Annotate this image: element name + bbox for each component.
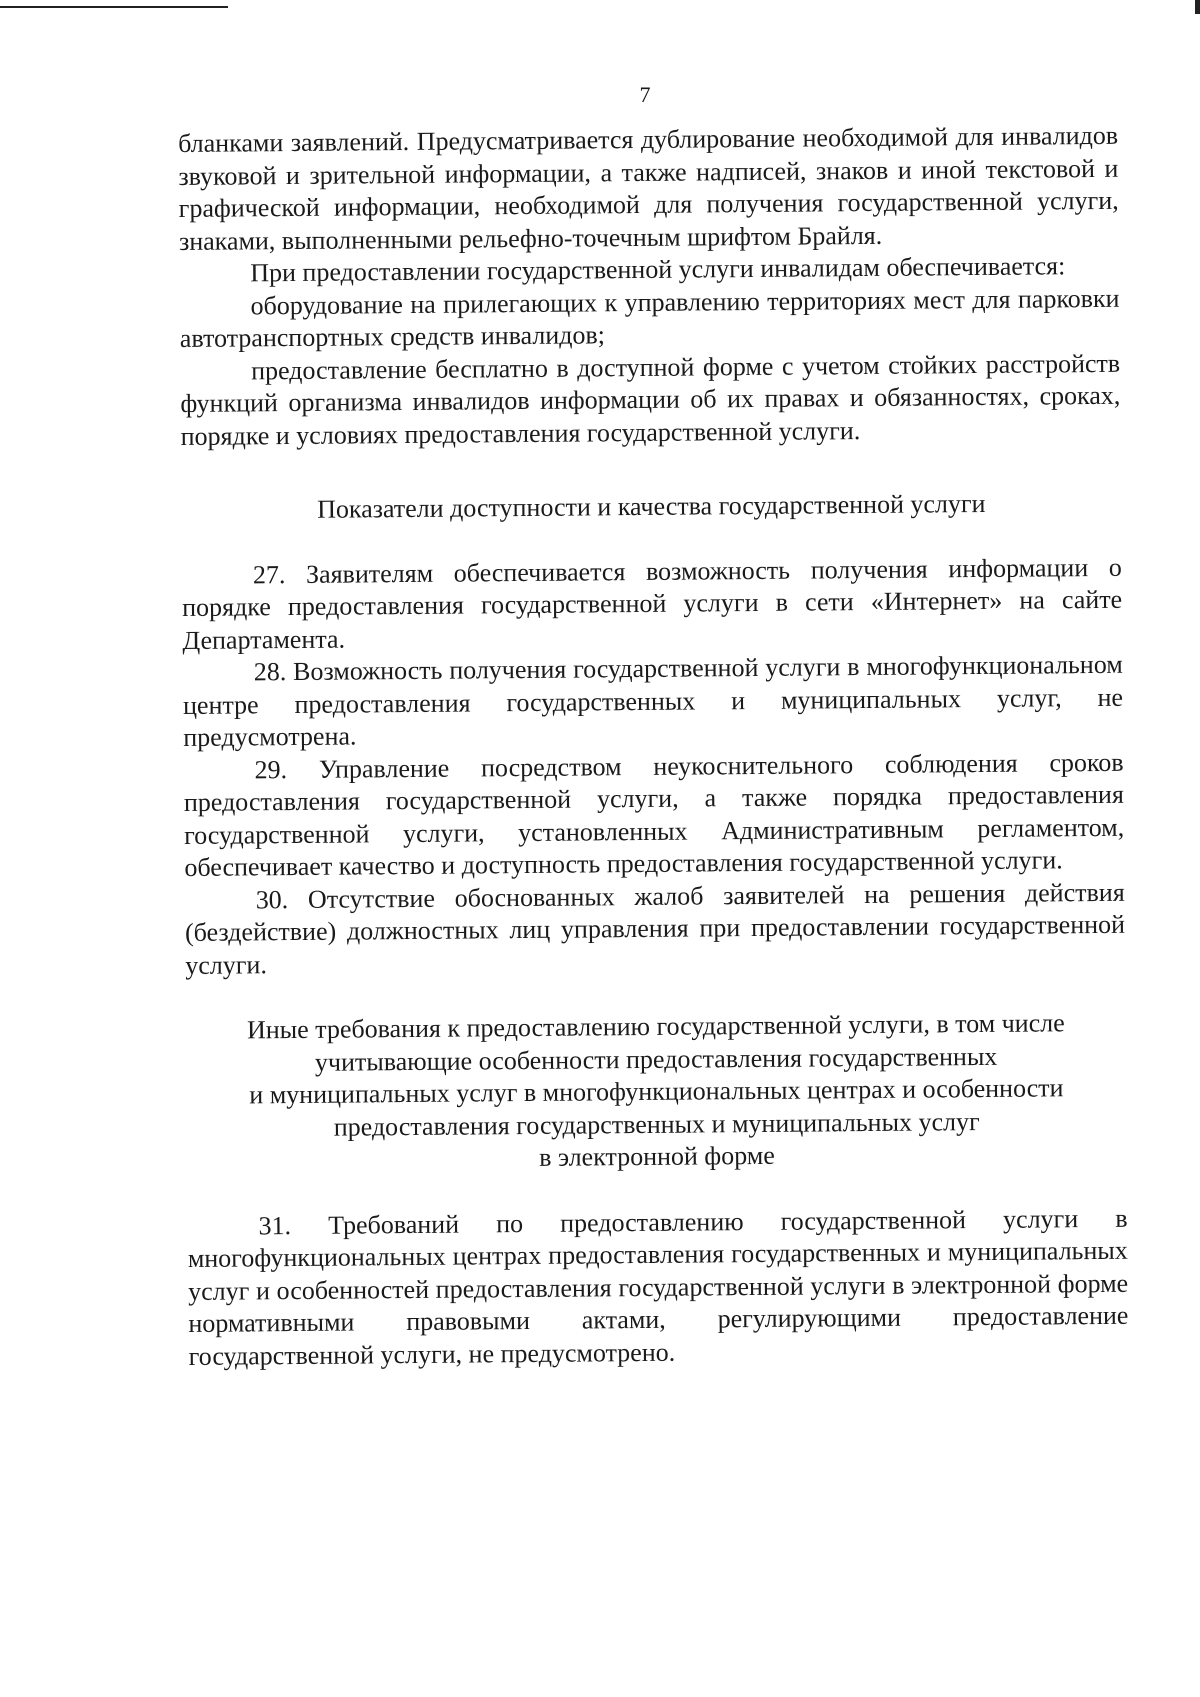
scan-artifact-mark — [1195, 0, 1200, 14]
scan-artifact-line — [0, 6, 228, 8]
heading-line: и муниципальных услуг в многофункциональных центрах и особенности — [249, 1073, 1064, 1110]
section-heading-other-requirements — [186, 1007, 1127, 1178]
paragraph-continuation: бланками заявлений. Предусматривается дублирование необходимой для инвалидов звуковой и зрительной информации, а также надписей, знаков и иной текстовой и графической информации, необходимой для получения государственной услуги, знаками, выполненными рельефно-точечным шрифтом Брайля. — [178, 120, 1119, 256]
heading-line: в электронной форме — [539, 1140, 775, 1172]
paragraph-disabled-provision: При предоставлении государственной услуги инвалидам обеспечивается: — [250, 251, 1066, 288]
paragraph-28: 28. Возможность получения государственной услуги в многофункциональном центре предоставления государственных и муниципальных услуг, не предусмотрена. — [182, 649, 1124, 752]
paragraph-free-information: предоставление бесплатно в доступной форме с учетом стойких расстройств функций организма инвалидов информации об их правах и обязанностях, сроках, порядке и условиях предоставления государственной услуги. — [180, 348, 1121, 451]
section-heading-accessibility: Показатели доступности и качества государственной услуги — [317, 488, 986, 524]
page-number: 7 — [639, 82, 651, 107]
heading-line: учитывающие особенности предоставления государственных — [314, 1041, 998, 1077]
paragraph-29: 29. Управление посредством неукоснительного соблюдения сроков предоставления государственной услуги, а также порядка предоставления государственной услуги, установленных Административным регламентом, обеспечивает качество и доступность предоставления государственной услуги. — [183, 747, 1125, 882]
paragraph-30: 30. Отсутствие обоснованных жалоб заявителей на решения действия (бездействие) должностных лиц управления при предоставлении государственной услуги. — [184, 877, 1126, 980]
paragraph-31: 31. Требований по предоставлению государственной услуги в многофункциональных центрах предоставления государственных и муниципальных услуг и особенностей предоставления государственной услуги в электронной форме нормативными правовыми актами, регулирующими предоставление государственной услуги, не предусмотрено. — [187, 1203, 1129, 1371]
heading-line: предоставления государственных и муниципальных услуг — [333, 1106, 980, 1142]
paragraph-parking: оборудование на прилегающих к управлению территориях мест для парковки автотранспортных средств инвалидов; — [179, 283, 1120, 353]
document-body — [178, 120, 1129, 1373]
paragraph-27: 27. Заявителям обеспечивается возможность получения информации о порядке предоставления государственной услуги в сети «Интернет» на сайте Департамента. — [182, 552, 1123, 655]
heading-line: Иные требования к предоставлению государственной услуги, в том числе — [246, 1008, 1065, 1045]
